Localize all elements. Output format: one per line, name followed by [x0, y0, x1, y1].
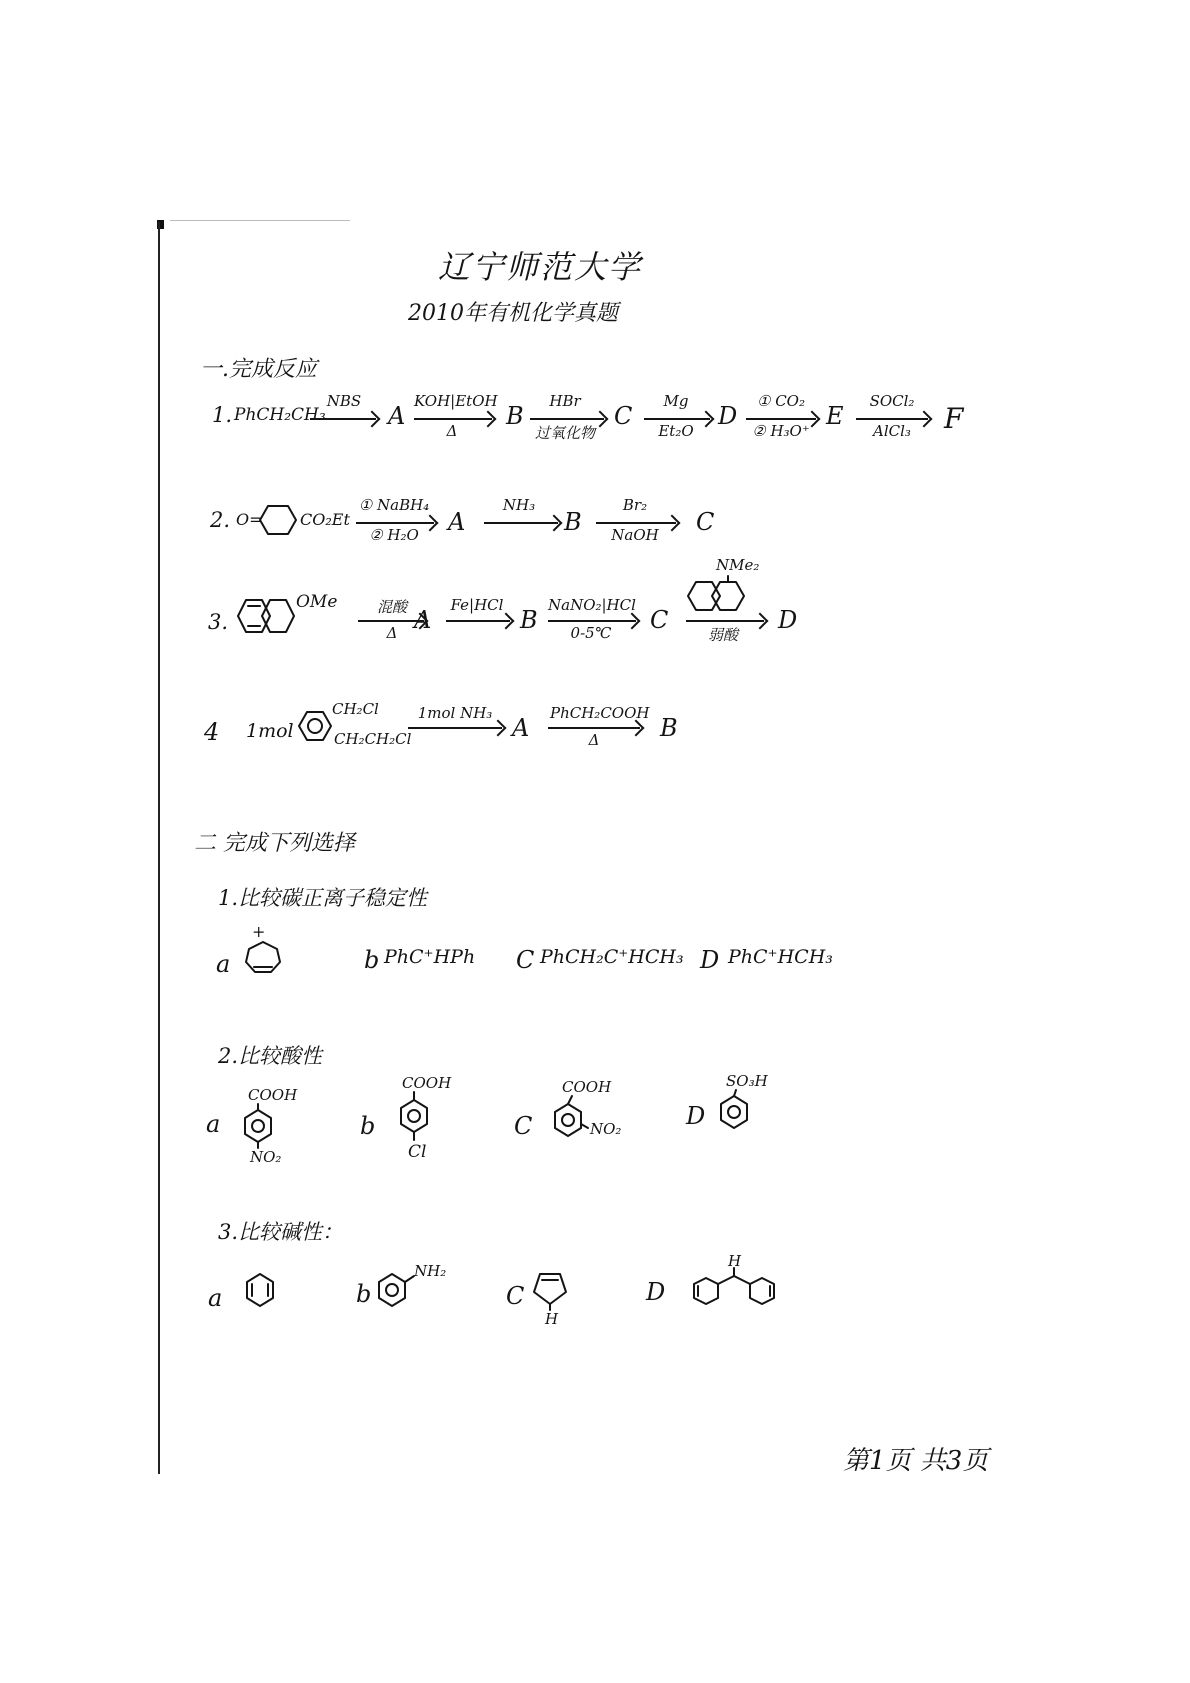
product-label: A	[448, 508, 466, 536]
pyridine-ring	[244, 1272, 276, 1308]
reaction-arrow	[548, 727, 640, 729]
reagent-below: ② H₂O	[369, 526, 419, 544]
product-label: A	[512, 714, 530, 742]
reagent-below: Δ	[446, 422, 458, 440]
reaction-arrow	[596, 522, 676, 524]
reagent-above: KOH|EtOH	[414, 392, 498, 410]
reaction-2-number: 2.	[210, 508, 231, 532]
reagent-above: 1mol NH₃	[417, 704, 493, 722]
reagent-above: NH₃	[502, 496, 536, 514]
amino-group: NH₂	[414, 1262, 447, 1280]
reagent-above: Fe|HCl	[450, 596, 504, 614]
question-2-2-title: 2.比较酸性	[218, 1044, 323, 1068]
option-label: b	[364, 946, 380, 974]
substituent-chloromethyl: CH₂Cl	[332, 700, 379, 718]
reaction-3-number: 3.	[208, 610, 229, 634]
section-2-heading: 二 完成下列选择	[194, 831, 355, 856]
substituent-bottom: Cl	[408, 1142, 427, 1162]
substituent-bottom: NO₂	[250, 1148, 282, 1166]
option-label: a	[216, 950, 231, 978]
substituent-top: COOH	[562, 1078, 612, 1096]
reaction-2-start-right: CO₂Et	[300, 510, 350, 529]
product-label: B	[564, 508, 582, 536]
substituent-bottom: NO₂	[590, 1120, 622, 1138]
reaction-2-start-left: O=	[236, 510, 263, 529]
meta-nitrobenzoic-acid-ring	[552, 1096, 592, 1138]
page-number: 第1页 共3页	[843, 1446, 989, 1476]
reaction-arrow	[414, 418, 492, 420]
benzene-ring	[298, 708, 334, 748]
product-label: C	[696, 508, 715, 536]
product-label: C	[614, 402, 633, 430]
diphenylamine	[692, 1268, 782, 1310]
option-label: C	[516, 946, 535, 974]
page-subtitle: 2010年有机化学真题	[408, 301, 618, 326]
cycloheptatrienyl-cation	[244, 940, 282, 974]
reagent-above: ① NaBH₄	[358, 496, 430, 514]
product-label: F	[944, 402, 964, 435]
reagent-above: Mg	[663, 392, 689, 410]
reagent-below: 过氧化物	[534, 424, 595, 442]
benzenesulfonic-acid-ring	[716, 1090, 752, 1130]
reaction-1-start: PhCH₂CH₃	[234, 405, 326, 425]
page-margin-line	[158, 222, 160, 1474]
section-1-heading: 一.完成反应	[200, 357, 317, 382]
option-label: b	[356, 1280, 372, 1308]
option-formula: PhC⁺HPh	[384, 946, 476, 968]
aniline-ring	[376, 1272, 416, 1308]
question-2-1-title: 1.比较碳正离子稳定性	[218, 886, 428, 910]
reagent-below: Et₂O	[658, 422, 694, 440]
reagent-below: Δ	[588, 731, 600, 749]
n-dimethylnaphthylamine-ring	[686, 576, 750, 616]
reaction-1-number: 1.	[212, 403, 233, 427]
product-label: C	[650, 606, 669, 634]
reagent-above: HBr	[549, 392, 581, 410]
reagent-below: 弱酸	[707, 626, 738, 644]
substituent-top: COOH	[402, 1074, 452, 1092]
option-label: D	[700, 946, 720, 974]
reaction-arrow	[408, 727, 502, 729]
reaction-arrow	[530, 418, 604, 420]
chlorobenzoic-acid-ring	[398, 1092, 430, 1142]
dimethylamino-group: NMe₂	[716, 556, 760, 574]
reagent-above: 混酸	[376, 598, 407, 616]
question-2-3-title: 3.比较碱性：	[218, 1220, 344, 1244]
reagent-above: PhCH₂COOH	[550, 704, 650, 722]
option-label: C	[514, 1112, 533, 1140]
reagent-above: SOCl₂	[869, 392, 915, 410]
reagent-above: NaNO₂|HCl	[548, 596, 636, 614]
reagent-above: ① CO₂	[756, 392, 805, 410]
option-label: a	[206, 1110, 221, 1138]
reaction-arrow	[746, 418, 816, 420]
option-label: D	[646, 1278, 666, 1306]
reagent-below: Δ	[386, 624, 398, 642]
product-label: E	[826, 402, 844, 430]
reaction-arrow	[484, 522, 558, 524]
product-label: D	[778, 606, 798, 634]
reagent-above: Br₂	[622, 496, 648, 514]
reaction-arrow	[446, 620, 510, 622]
reaction-arrow	[548, 620, 636, 622]
option-formula: PhCH₂C⁺HCH₃	[540, 946, 684, 968]
naphthalene-ring	[234, 596, 298, 642]
option-label: a	[208, 1284, 223, 1312]
pyrrole-ring	[530, 1270, 570, 1310]
reagent-above: NBS	[326, 392, 362, 410]
option-label: D	[686, 1102, 706, 1130]
product-label: B	[520, 606, 538, 634]
nh-hydrogen: H	[728, 1252, 742, 1270]
reaction-4-number: 4	[204, 718, 220, 746]
reaction-arrow	[856, 418, 928, 420]
option-label: C	[506, 1282, 525, 1310]
plus-charge-icon: +	[252, 922, 266, 941]
product-label: B	[506, 402, 524, 430]
reagent-below: NaOH	[611, 526, 659, 544]
reagent-below: ② H₃O⁺	[752, 422, 810, 440]
reagent-below: 0-5℃	[570, 624, 612, 642]
substituent-chloroethyl: CH₂CH₂Cl	[334, 730, 412, 748]
page-top-line	[170, 220, 350, 221]
substituent-top: COOH	[248, 1086, 298, 1104]
option-label: b	[360, 1112, 376, 1140]
substituent-top: SO₃H	[726, 1072, 768, 1090]
nh-hydrogen: H	[545, 1310, 559, 1328]
reaction-arrow	[356, 522, 434, 524]
cyclohexane-ring	[258, 503, 298, 537]
reaction-arrow	[310, 418, 376, 420]
reaction-arrow	[686, 620, 764, 622]
benzoic-acid-ring	[242, 1104, 274, 1148]
option-formula: PhC⁺HCH₃	[728, 946, 833, 968]
product-label: A	[388, 402, 406, 430]
page-title: 辽宁师范大学	[438, 248, 643, 286]
product-label: B	[660, 714, 678, 742]
reaction-arrow	[644, 418, 710, 420]
methoxy-group: OMe	[296, 592, 338, 612]
product-label: D	[718, 402, 738, 430]
reagent-below: AlCl₃	[873, 422, 911, 440]
reaction-4-amount: 1mol	[246, 720, 294, 742]
product-label: A	[414, 606, 432, 634]
